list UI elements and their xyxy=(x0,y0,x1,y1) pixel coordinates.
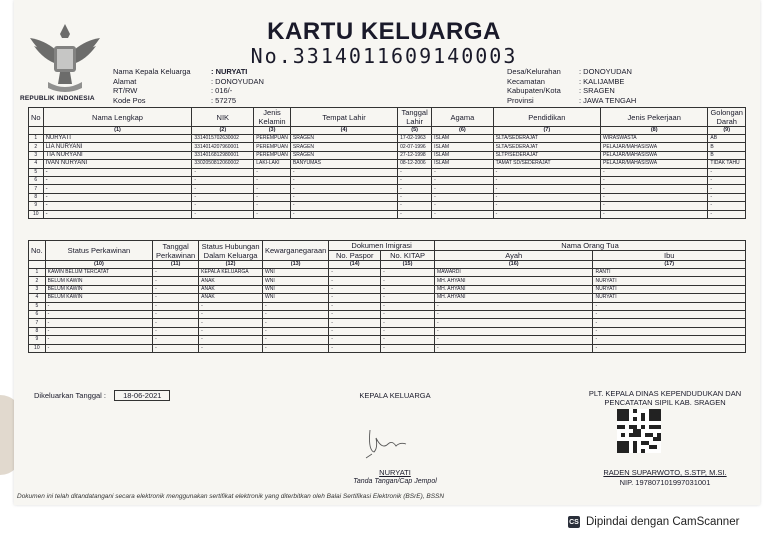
table-cell: - xyxy=(398,168,432,176)
table-cell: KEPALA KELUARGA xyxy=(199,269,263,277)
table-cell: - xyxy=(381,310,435,318)
table-row xyxy=(29,160,746,168)
issued-date: 18-06-2021 xyxy=(114,390,170,401)
table-cell: - xyxy=(45,327,152,335)
row-number: 8 xyxy=(29,193,44,201)
row-number: 10 xyxy=(29,210,44,218)
table-cell: - xyxy=(262,310,328,318)
table-cell: - xyxy=(708,185,746,193)
table-cell: SRAGEN xyxy=(290,151,397,159)
table-cell: - xyxy=(381,285,435,293)
camscanner-watermark xyxy=(568,511,739,533)
table-cell: - xyxy=(329,302,381,310)
header-value: : DONOYUDAN xyxy=(211,76,264,86)
col-status-hubungan: Status Hubungan Dalam Keluarga xyxy=(199,241,263,261)
col-tanggal-lahir: Tanggal Lahir xyxy=(398,108,432,127)
table-cell: - xyxy=(398,193,432,201)
index-cell: (12) xyxy=(199,261,263,269)
table-cell: - xyxy=(329,277,381,285)
row-number: 1 xyxy=(29,135,44,143)
table-cell: - xyxy=(153,319,199,327)
table-cell: AB xyxy=(708,135,746,143)
table-cell: - xyxy=(708,176,746,184)
table-cell: - xyxy=(593,327,746,335)
official-nip: NIP. 197807101997031001 xyxy=(619,478,711,487)
table-cell: TIDAK TAHU xyxy=(708,160,746,168)
table-cell: - xyxy=(434,310,592,318)
col-status-perkawinan: Status Perkawinan xyxy=(45,241,152,261)
table-row xyxy=(29,185,746,193)
col-golongan-darah: Golongan Darah xyxy=(708,108,746,127)
row-number: 6 xyxy=(29,310,46,318)
col-no: No. xyxy=(29,241,46,261)
index-cell: (4) xyxy=(290,127,397,135)
table-cell: - xyxy=(432,202,494,210)
table-cell: - xyxy=(262,336,328,344)
table-cell: IVAN NURYANI xyxy=(43,160,192,168)
table-cell: TAMAT SD/SEDERAJAT xyxy=(493,160,600,168)
table-cell: - xyxy=(254,210,291,218)
table-cell: - xyxy=(254,168,291,176)
table-cell: - xyxy=(432,168,494,176)
table-cell: BELUM KAWIN xyxy=(45,294,152,302)
table-cell: - xyxy=(43,202,192,210)
table-cell: - xyxy=(45,310,152,318)
table-cell: - xyxy=(192,210,254,218)
header-value: : 016/- xyxy=(211,86,233,95)
table-cell: LAKI-LAKI xyxy=(254,160,291,168)
table-row xyxy=(29,176,746,184)
table-cell: WNI xyxy=(262,277,328,285)
table-cell: ISLAM xyxy=(432,143,494,151)
table-cell: - xyxy=(254,185,291,193)
table-cell: NURYATI xyxy=(593,277,746,285)
table-cell: PELAJAR/MAHASISWA xyxy=(601,143,708,151)
col-ibu: Ibu xyxy=(593,251,746,261)
document-number: No.3314011609140003 xyxy=(250,44,518,68)
table-cell: - xyxy=(290,202,397,210)
table-cell: - xyxy=(290,176,397,184)
table-cell: TIA NURYANI xyxy=(43,151,192,159)
table-row xyxy=(29,269,746,277)
table-cell: ISLAM xyxy=(432,135,494,143)
table-cell: - xyxy=(381,277,435,285)
table-row xyxy=(29,336,746,344)
table-cell: WNI xyxy=(262,269,328,277)
col-jenis-pekerjaan: Jenis Pekerjaan xyxy=(601,108,708,127)
table-cell: RANTI xyxy=(593,269,746,277)
table-cell: NURYATI xyxy=(593,285,746,293)
index-cell: (15) xyxy=(381,261,435,269)
table-cell: 27-12-1998 xyxy=(398,151,432,159)
table-cell: 3314014207960001 xyxy=(192,143,254,151)
table-cell: - xyxy=(432,176,494,184)
header-value: : SRAGEN xyxy=(579,86,615,95)
table-cell: SRAGEN xyxy=(290,143,397,151)
index-cell: (8) xyxy=(601,127,708,135)
table-cell: - xyxy=(601,168,708,176)
table-cell: - xyxy=(199,336,263,344)
table-cell: BANYUMAS xyxy=(290,160,397,168)
table-cell: - xyxy=(593,310,746,318)
table-cell: - xyxy=(708,193,746,201)
table-cell: - xyxy=(192,193,254,201)
table-cell: 3314015702630002 xyxy=(192,135,254,143)
table-cell: NURYATI xyxy=(593,294,746,302)
col-kewarganegaraan: Kewarganegaraan xyxy=(262,241,328,261)
head-title: KEPALA KELUARGA xyxy=(359,391,431,400)
table-cell: - xyxy=(593,302,746,310)
header-value: : 57275 xyxy=(211,95,237,105)
table-cell: - xyxy=(254,202,291,210)
table-cell: KAWIN BELUM TERCATAT xyxy=(45,269,152,277)
table-cell: BELUM KAWIN xyxy=(45,277,152,285)
row-number: 5 xyxy=(29,302,46,310)
table-cell: - xyxy=(434,336,592,344)
row-number: 3 xyxy=(29,285,46,293)
table-row xyxy=(29,285,746,293)
header-value: : DONOYUDAN xyxy=(579,67,632,76)
table-header-row xyxy=(29,241,746,251)
table-cell: - xyxy=(493,185,600,193)
table-row xyxy=(29,294,746,302)
issued-label: Dikeluarkan Tanggal : xyxy=(34,391,106,400)
table-cell: - xyxy=(493,168,600,176)
table-cell: - xyxy=(329,269,381,277)
row-number: 5 xyxy=(29,168,44,176)
col-jenis-kelamin: Jenis Kelamin xyxy=(254,108,291,127)
table-cell: - xyxy=(192,202,254,210)
table-cell: - xyxy=(43,193,192,201)
index-cell: (13) xyxy=(262,261,328,269)
table-cell: MH. AHYANI xyxy=(434,285,592,293)
row-number: 3 xyxy=(29,151,44,159)
table-cell: NURYATI xyxy=(43,135,192,143)
table-cell: B xyxy=(708,143,746,151)
table-cell: - xyxy=(199,310,263,318)
table-index-row xyxy=(29,127,746,135)
table-cell: - xyxy=(45,336,152,344)
table-cell: - xyxy=(199,344,263,352)
table-cell: - xyxy=(381,327,435,335)
table-cell: - xyxy=(43,168,192,176)
index-cell: (10) xyxy=(45,261,152,269)
table-cell: - xyxy=(432,193,494,201)
table-cell: - xyxy=(381,302,435,310)
table-cell: PELAJAR/MAHASISWA xyxy=(601,151,708,159)
head-name: NURYATI xyxy=(379,468,411,477)
table-cell: - xyxy=(708,210,746,218)
table-cell: - xyxy=(381,344,435,352)
table-cell: - xyxy=(199,302,263,310)
table-cell: - xyxy=(290,210,397,218)
table-cell: - xyxy=(398,176,432,184)
table-cell: - xyxy=(329,319,381,327)
table-cell: - xyxy=(153,344,199,352)
table-cell: PELAJAR/MAHASISWA xyxy=(601,160,708,168)
table-cell: - xyxy=(43,176,192,184)
electronic-signature-note: Dokumen ini telah ditandatangani secara elektronik menggunakan sertifikat elektronik yang diterbitkan oleh Balai Sertifikasi Elektronik (BSrE), BSSN xyxy=(17,493,445,500)
table-cell: ANAK xyxy=(199,294,263,302)
table-cell: PEREMPUAN xyxy=(254,135,291,143)
table-cell: - xyxy=(432,185,494,193)
table-row xyxy=(29,202,746,210)
office-line-2: PENCATATAN SIPIL KAB. SRAGEN xyxy=(604,398,726,407)
col-pendidikan: Pendidikan xyxy=(493,108,600,127)
table-cell: - xyxy=(398,185,432,193)
camscanner-label: Dipindai dengan CamScanner xyxy=(586,516,740,528)
table-cell: - xyxy=(153,336,199,344)
header-value: : JAWA TENGAH xyxy=(579,95,637,105)
index-cell: (1) xyxy=(43,127,192,135)
index-cell: (9) xyxy=(708,127,746,135)
index-cell: (17) xyxy=(593,261,746,269)
table-cell: - xyxy=(153,277,199,285)
office-line-1: PLT. KEPALA DINAS KEPENDUDUKAN DAN xyxy=(588,389,742,398)
index-cell: (2) xyxy=(192,127,254,135)
table-cell: - xyxy=(262,327,328,335)
table-cell: - xyxy=(601,176,708,184)
table-cell: SLTA/SEDERAJAT xyxy=(493,135,600,143)
table-cell: - xyxy=(153,294,199,302)
table-cell: - xyxy=(43,210,192,218)
table-row xyxy=(29,302,746,310)
table-cell: - xyxy=(153,285,199,293)
table-cell: SLTP/SEDERAJAT xyxy=(493,151,600,159)
table-cell: - xyxy=(493,210,600,218)
table-cell: - xyxy=(593,344,746,352)
index-cell: (6) xyxy=(432,127,494,135)
table-cell: - xyxy=(329,310,381,318)
table-cell: ISLAM xyxy=(432,160,494,168)
row-number: 1 xyxy=(29,269,46,277)
signature-icon xyxy=(362,420,412,462)
table-cell: WIRASWASTA xyxy=(601,135,708,143)
col-ayah: Ayah xyxy=(434,251,592,261)
table-cell: - xyxy=(601,202,708,210)
table-cell: - xyxy=(262,302,328,310)
qr-code-icon xyxy=(617,409,661,453)
marital-parent-table xyxy=(28,240,746,353)
header-label: Alamat xyxy=(113,76,137,86)
row-number: 4 xyxy=(29,160,44,168)
table-cell: - xyxy=(192,168,254,176)
table-row xyxy=(29,135,746,143)
table-cell: - xyxy=(493,176,600,184)
document-title: KARTU KELUARGA xyxy=(267,18,501,45)
table-cell: MH. AHYANI xyxy=(434,294,592,302)
table-cell: - xyxy=(329,327,381,335)
table-cell: - xyxy=(153,269,199,277)
table-cell: - xyxy=(153,302,199,310)
row-number: 2 xyxy=(29,143,44,151)
table-cell: 3302050812060002 xyxy=(192,160,254,168)
row-number: 7 xyxy=(29,185,44,193)
col-no: No xyxy=(29,108,44,127)
row-number: 9 xyxy=(29,202,44,210)
table-cell: - xyxy=(254,176,291,184)
row-number: 4 xyxy=(29,294,46,302)
table-cell: - xyxy=(290,193,397,201)
head-caption: Tanda Tangan/Cap Jempol xyxy=(353,478,437,485)
table-row xyxy=(29,327,746,335)
index-cell: (5) xyxy=(398,127,432,135)
table-cell: - xyxy=(45,319,152,327)
table-cell: - xyxy=(329,336,381,344)
table-cell: - xyxy=(192,185,254,193)
table-cell: - xyxy=(43,185,192,193)
col-nama-lengkap: Nama Lengkap xyxy=(43,108,192,127)
family-members-table xyxy=(28,107,746,219)
table-cell: ISLAM xyxy=(432,151,494,159)
header-label: Kabupaten/Kota xyxy=(507,86,561,95)
table-cell: BELUM KAWIN xyxy=(45,285,152,293)
table-cell: WNI xyxy=(262,285,328,293)
table-cell: - xyxy=(398,202,432,210)
table-row xyxy=(29,143,746,151)
row-number: 7 xyxy=(29,319,46,327)
table-cell: - xyxy=(329,285,381,293)
issued-date-block xyxy=(34,391,170,400)
table-cell: MAWARDI xyxy=(434,269,592,277)
table-cell: 02-07-1996 xyxy=(398,143,432,151)
table-row xyxy=(29,210,746,218)
table-cell: - xyxy=(192,176,254,184)
col-nama-orang-tua: Nama Orang Tua xyxy=(434,241,745,251)
table-cell: - xyxy=(45,302,152,310)
row-number: 6 xyxy=(29,176,44,184)
header-right xyxy=(507,67,636,105)
table-cell: - xyxy=(290,185,397,193)
table-cell: - xyxy=(593,319,746,327)
index-cell: (14) xyxy=(329,261,381,269)
table-cell: WNI xyxy=(262,294,328,302)
table-row xyxy=(29,151,746,159)
header-value: : NURYATI xyxy=(211,67,248,76)
table-cell: - xyxy=(381,294,435,302)
table-cell: - xyxy=(493,193,600,201)
table-row xyxy=(29,277,746,285)
header-value: : KALIJAMBE xyxy=(579,76,625,86)
table-cell: PEREMPUAN xyxy=(254,151,291,159)
header-label: RT/RW xyxy=(113,86,138,95)
header-label: Provinsi xyxy=(507,95,534,105)
table-cell: LIA NURYANI xyxy=(43,143,192,151)
table-cell: - xyxy=(593,336,746,344)
index-cell xyxy=(29,261,46,269)
table-cell: - xyxy=(153,310,199,318)
table-cell: - xyxy=(601,193,708,201)
table-cell: - xyxy=(381,269,435,277)
table-row xyxy=(29,344,746,352)
table-header-row xyxy=(29,108,746,127)
table-row xyxy=(29,168,746,176)
table-cell: - xyxy=(199,319,263,327)
row-number: 9 xyxy=(29,336,46,344)
table-cell: - xyxy=(601,210,708,218)
index-cell: (11) xyxy=(153,261,199,269)
table-cell: - xyxy=(708,202,746,210)
table-cell: - xyxy=(290,168,397,176)
table-index-row xyxy=(29,261,746,269)
table-cell: - xyxy=(329,294,381,302)
col-no-kitap: No. KITAP xyxy=(381,251,435,261)
table-cell: SRAGEN xyxy=(290,135,397,143)
col-no-paspor: No. Paspor xyxy=(329,251,381,261)
index-cell: (16) xyxy=(434,261,592,269)
table-cell: - xyxy=(45,344,152,352)
table-cell: B xyxy=(708,151,746,159)
office-title xyxy=(560,389,768,407)
table-cell: MH. AHYANI xyxy=(434,277,592,285)
table-cell: - xyxy=(398,210,432,218)
camscanner-icon: CS xyxy=(568,516,580,528)
table-cell: - xyxy=(254,193,291,201)
table-cell: 17-02-1963 xyxy=(398,135,432,143)
table-cell: - xyxy=(153,327,199,335)
table-cell: - xyxy=(434,344,592,352)
col-agama: Agama xyxy=(432,108,494,127)
table-cell: - xyxy=(329,344,381,352)
header-label: Desa/Kelurahan xyxy=(507,67,561,76)
table-cell: 3314016812980001 xyxy=(192,151,254,159)
table-cell: 08-12-2006 xyxy=(398,160,432,168)
table-cell: PEREMPUAN xyxy=(254,143,291,151)
table-cell: - xyxy=(434,327,592,335)
index-cell: (7) xyxy=(493,127,600,135)
header-left xyxy=(113,67,264,105)
row-number: 8 xyxy=(29,327,46,335)
table-cell: - xyxy=(381,336,435,344)
col-nik: NIK xyxy=(192,108,254,127)
table-cell: - xyxy=(708,168,746,176)
table-cell: - xyxy=(199,327,263,335)
row-number: 2 xyxy=(29,277,46,285)
header-label: Nama Kepala Keluarga xyxy=(113,67,191,76)
table-cell: - xyxy=(434,319,592,327)
col-dokumen-imigrasi: Dokumen Imigrasi xyxy=(329,241,435,251)
table-cell: - xyxy=(493,202,600,210)
table-cell: - xyxy=(434,302,592,310)
col-tanggal-perkawinan: Tanggal Perkawinan xyxy=(153,241,199,261)
table-row xyxy=(29,193,746,201)
index-cell: (3) xyxy=(254,127,291,135)
table-cell: - xyxy=(601,185,708,193)
official-name: RADEN SUPARWOTO, S.STP, M.SI. xyxy=(603,468,727,477)
table-row xyxy=(29,310,746,318)
index-cell xyxy=(29,127,44,135)
table-cell: SLTA/SEDERAJAT xyxy=(493,143,600,151)
row-number: 10 xyxy=(29,344,46,352)
col-tempat-lahir: Tempat Lahir xyxy=(290,108,397,127)
table-cell: - xyxy=(381,319,435,327)
country-label: REPUBLIK INDONESIA xyxy=(20,95,95,102)
table-cell: - xyxy=(432,210,494,218)
table-cell: - xyxy=(262,319,328,327)
header-label: Kecamatan xyxy=(507,76,545,86)
header-label: Kode Pos xyxy=(113,95,146,105)
table-cell: ANAK xyxy=(199,277,263,285)
table-cell: - xyxy=(262,344,328,352)
table-cell: ANAK xyxy=(199,285,263,293)
table-row xyxy=(29,319,746,327)
